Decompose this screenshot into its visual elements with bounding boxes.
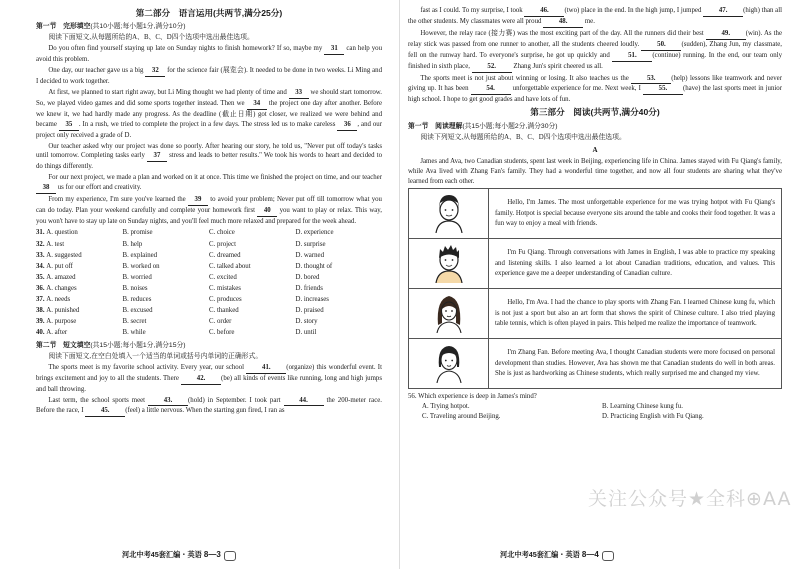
option-d[interactable]: D. friends — [295, 285, 323, 293]
option-b[interactable]: B. secret — [122, 318, 147, 326]
answer-blank[interactable]: 36 — [337, 120, 357, 131]
person-statement: Hello, I'm Ava. I had the chance to play sports with Zhang Fan. I learned Chinese kung fu, which is not just a sport but also an art form that shows the spirit of Chinese culture. I also tried playing table tennis, which is often played in pairs. This helped me realize the importance of teamwork. — [489, 289, 782, 339]
person-row — [409, 289, 782, 339]
fill-paragraph: fast as I could. To my surprise, I took 46. (two) place in the end. In the high jump, I jumped 47. (high) than all the other students. My classmates were all proud 48. me. — [408, 6, 782, 28]
girl-short-hair-avatar-icon — [409, 339, 489, 389]
question-56-option[interactable]: B. Learning Chinese kung fu. — [602, 403, 683, 411]
cloze-paragraph: Do you often find yourself staying up late on Sunday nights to finish homework? If so, maybe my 31 can help you avoid this problem. — [36, 45, 382, 64]
option-c[interactable]: C. produces — [209, 296, 242, 304]
option-row — [36, 228, 382, 239]
answer-blank[interactable]: 52. — [472, 62, 512, 73]
option-c[interactable]: C. talked about — [209, 262, 251, 270]
person-row — [409, 189, 782, 239]
option-d[interactable]: D. bored — [295, 273, 320, 281]
person-row — [409, 339, 782, 389]
option-a[interactable]: 39. A. purpose — [36, 318, 77, 326]
option-b[interactable]: B. noises — [122, 285, 148, 293]
seal-icon — [602, 551, 614, 561]
answer-blank[interactable]: 49. — [706, 29, 746, 40]
answer-blank[interactable]: 37 — [147, 151, 167, 162]
option-d[interactable]: D. experience — [295, 229, 334, 237]
cloze-paragraph: From my experience, I'm sure you've learned the 39 to avoid your problem; Never put off till tomorrow what you can do today. Plan your weekend carefully and complete your homework first 40 you want to play or relax. This way, you won't have to stay up late on Sunday nights, and you'll feel much more relaxed and prepared for the week ahead. — [36, 196, 382, 225]
option-a[interactable]: 32. A. test — [36, 240, 65, 248]
option-c[interactable]: C. choice — [209, 229, 235, 237]
option-c[interactable]: C. project — [209, 240, 236, 248]
option-d[interactable]: D. praised — [295, 307, 324, 315]
option-a[interactable]: 33. A. suggested — [36, 251, 82, 259]
right-footer: 河北中考45套汇编・英语 8—4 — [500, 549, 614, 561]
option-d[interactable]: D. story — [295, 318, 318, 326]
cloze-paragraph: At first, we planned to start right away, but Li Ming thought we had plenty of time and 33 we should start tomorrow. So, we played video games and did some sports together instead. Then we 34 the project one day after another. Before we knew it, we had hardly made any progress. As the deadline (截止日期) got closer, we realized we were behind and became 35 . In a rush, we tried to complete the project in a few days. The stress led us to make careless 36 , and our project only received a grade of D. — [36, 88, 383, 139]
answer-blank[interactable]: 44. — [284, 396, 324, 407]
option-row — [36, 295, 382, 306]
answer-blank[interactable]: 32 — [145, 66, 165, 77]
option-row — [36, 317, 382, 328]
person-row — [409, 239, 782, 289]
option-b[interactable]: B. worked on — [122, 262, 160, 270]
reading-heading: 第一节 阅读理解(共15小题;每小题2分,满分30分) — [408, 122, 558, 130]
option-c[interactable]: C. excited — [209, 273, 237, 281]
answer-blank[interactable]: 42. — [181, 374, 221, 385]
boy-short-hair-avatar-icon — [409, 189, 489, 239]
question-56-options — [408, 402, 782, 422]
cloze-passage — [36, 44, 382, 227]
cloze-instruction: 阅读下面短文,从每题所给的A、B、C、D四个选项中选出最佳选项。 — [48, 34, 254, 42]
girl-long-hair-avatar-icon — [409, 289, 489, 339]
option-d[interactable]: D. increases — [295, 296, 329, 304]
option-a[interactable]: 40. A. after — [36, 329, 68, 337]
watermark: 关注公众号★全科⊕AA — [588, 488, 792, 510]
option-a[interactable]: 36. A. changes — [36, 285, 77, 293]
question-56-option[interactable]: D. Practicing English with Fu Qiang. — [602, 413, 704, 421]
answer-blank[interactable]: 48. — [543, 17, 583, 28]
seal-icon — [224, 551, 236, 561]
option-row — [36, 239, 382, 250]
option-d[interactable]: D. warned — [295, 251, 325, 259]
option-b[interactable]: B. excused — [122, 307, 153, 315]
option-b[interactable]: B. promise — [122, 229, 153, 237]
fill-passage-right — [408, 6, 782, 105]
question-56-option[interactable]: C. Traveling around Beijing. — [422, 413, 501, 421]
option-c[interactable]: C. before — [209, 329, 235, 337]
option-row — [36, 272, 382, 283]
answer-blank[interactable]: 53. — [631, 74, 671, 85]
option-b[interactable]: B. reduces — [122, 296, 152, 304]
option-c[interactable]: C. order — [209, 318, 232, 326]
option-d[interactable]: D. until — [295, 329, 317, 337]
answer-blank[interactable]: 51. — [612, 51, 652, 62]
answer-blank[interactable]: 35 — [59, 120, 79, 131]
option-c[interactable]: C. mistakes — [209, 285, 241, 293]
option-row — [36, 283, 382, 294]
person-statement: Hello, I'm James. The most unforgettable experience for me was trying hotpot with Fu Qiang's family. Hotpot is special because everyone sits around the table and cooks their food together. It was a fun way to enjoy a meal with friends. — [489, 189, 782, 239]
left-footer: 河北中考45套汇编・英语 8—3 — [122, 549, 236, 561]
reading-instruction: 阅读下列短文,从每题所给的A、B、C、D四个选项中选出最佳选项。 — [420, 133, 626, 141]
answer-blank[interactable]: 41. — [246, 363, 286, 374]
option-row — [36, 328, 382, 339]
passage-letter: A — [592, 145, 598, 154]
question-56: 56. Which experience is deep in James's mind? — [408, 393, 537, 401]
option-b[interactable]: B. explained — [122, 251, 158, 259]
boy-spiky-hair-avatar-icon — [409, 239, 489, 289]
right-page — [400, 0, 800, 569]
person-statement: I'm Zhang Fan. Before meeting Ava, I thought Canadian students were more focused on personal development than studies. However, Ava has shown me that Canadian students do well in both areas. She is just as hardworking as Chinese students, which really surprised me and changed my view. — [489, 339, 782, 389]
answer-blank[interactable]: 54. — [471, 84, 511, 95]
fill-paragraph: The sports meet is my favorite school activity. Every year, our school 41. (organize) this wonderful event. It brings excitement and joy to all the students. There 42. (be) all kinds of events like running, long and high jumps and ball throwing. — [36, 363, 382, 393]
option-row — [36, 261, 382, 272]
option-d[interactable]: D. thought of — [295, 262, 333, 270]
answer-blank[interactable]: 34 — [247, 99, 267, 110]
option-a[interactable]: 34. A. put off — [36, 262, 73, 270]
answer-blank[interactable]: 39 — [188, 195, 208, 206]
option-b[interactable]: B. help — [122, 240, 143, 248]
question-56-option[interactable]: A. Trying hotpot. — [422, 403, 470, 411]
part-two-title: 第二部分 语言运用(共两节,满分25分) — [135, 8, 283, 18]
fill-paragraph: The sports meet is not just about winning or losing. It also teaches us the 53. (help) lessons like teamwork and never giving up. It has been 54. unforgettable experience for me. Next week, I 55. (have) the last sports meet in junior high school. I hope to get good grades and have lots of fun. — [408, 74, 783, 104]
answer-blank[interactable]: 31 — [324, 44, 344, 55]
person-statement: I'm Fu Qiang. Through conversations with James in English, I was able to practice my speaking and listening skills. I also learned a lot about Canadian traditions, education, and values. This experience gave me a deeper understanding of Canadian culture. — [489, 239, 782, 289]
option-b[interactable]: B. worried — [122, 273, 152, 281]
answer-blank[interactable]: 45. — [85, 406, 125, 417]
cloze-paragraph: For our next project, we made a plan and worked on it at once. This time we finished the project on time, and our teacher 38 us for our effort and creativity. — [36, 173, 382, 194]
option-a[interactable]: 35. A. amazed — [36, 273, 76, 281]
option-row — [36, 306, 382, 317]
option-c[interactable]: C. thanked — [209, 307, 239, 315]
answer-blank[interactable]: 46. — [524, 6, 564, 17]
cloze-paragraph: One day, our teacher gave us a big 32 for the science fair (展览会). It needed to be done in two weeks. Li Ming and I decided to work together. — [36, 67, 382, 85]
passage-intro: James and Ava, two Canadian students, spent last week in Beijing, experiencing life in China. James stayed with Fu Qiang's family, while Ava lived with Zhang Fan's family. They had a wonderful time together, and now all four students are sharing what they've learned from each other. — [408, 157, 782, 185]
fill-heading: 第二节 短文填空(共15小题;每小题1分,满分15分) — [36, 341, 186, 349]
answer-blank[interactable]: 38 — [36, 183, 56, 194]
option-d[interactable]: D. surprise — [295, 240, 326, 248]
answer-blank[interactable]: 40 — [257, 206, 277, 217]
option-a[interactable]: 37. A. needs — [36, 296, 71, 304]
option-a[interactable]: 38. A. punished — [36, 307, 80, 315]
answer-blank[interactable]: 43. — [148, 396, 188, 407]
option-c[interactable]: C. dreamed — [209, 251, 241, 259]
answer-blank[interactable]: 47. — [703, 6, 743, 17]
people-table — [408, 188, 782, 389]
part-three-title: 第三部分 阅读(共两节,满分40分) — [530, 107, 660, 118]
answer-blank[interactable]: 33 — [289, 88, 309, 99]
cloze-paragraph: Our teacher asked why our project was done so poorly. After hearing our story, he told us, "Never put off today's tasks until tomorrow. Completing tasks early 37 stress and leads to better results." We took his words to heart and decided to do things differently. — [36, 142, 382, 171]
cloze-options-table — [36, 228, 382, 339]
fill-instruction: 阅读下面短文,在空白处填入一个适当的单词或括号内单词的正确形式。 — [48, 352, 263, 360]
fill-paragraph: Last term, the school sports meet 43. (hold) in September. I took part 44. the 200-meter race. Before the race, I 45. (feel) a little nervous. When the starting gun fired, I ran as — [36, 396, 382, 418]
option-b[interactable]: B. while — [122, 329, 146, 337]
option-a[interactable]: 31. A. question — [36, 229, 78, 237]
answer-blank[interactable]: 50. — [641, 40, 681, 51]
option-row — [36, 250, 382, 261]
fill-paragraph: However, the relay race (接力赛) was the most exciting part of the day. All the runners did their best 49. (win). As the relay stick was passed from one runner to another, all the students cheered loudly. 50. (sudden), Zhang Jun, my classmate, fell on the runway hard. To everyone's surprise, he got up quickly and 51. (continue) running. In the end, our team only finished in sixth place, 52. Zhang Jun's spirit cheered us all. — [408, 29, 782, 73]
fill-passage-left — [36, 363, 382, 418]
cloze-heading: 第一节 完形填空(共10小题;每小题1分,满分10分) — [36, 23, 186, 31]
answer-blank[interactable]: 55. — [643, 84, 683, 95]
